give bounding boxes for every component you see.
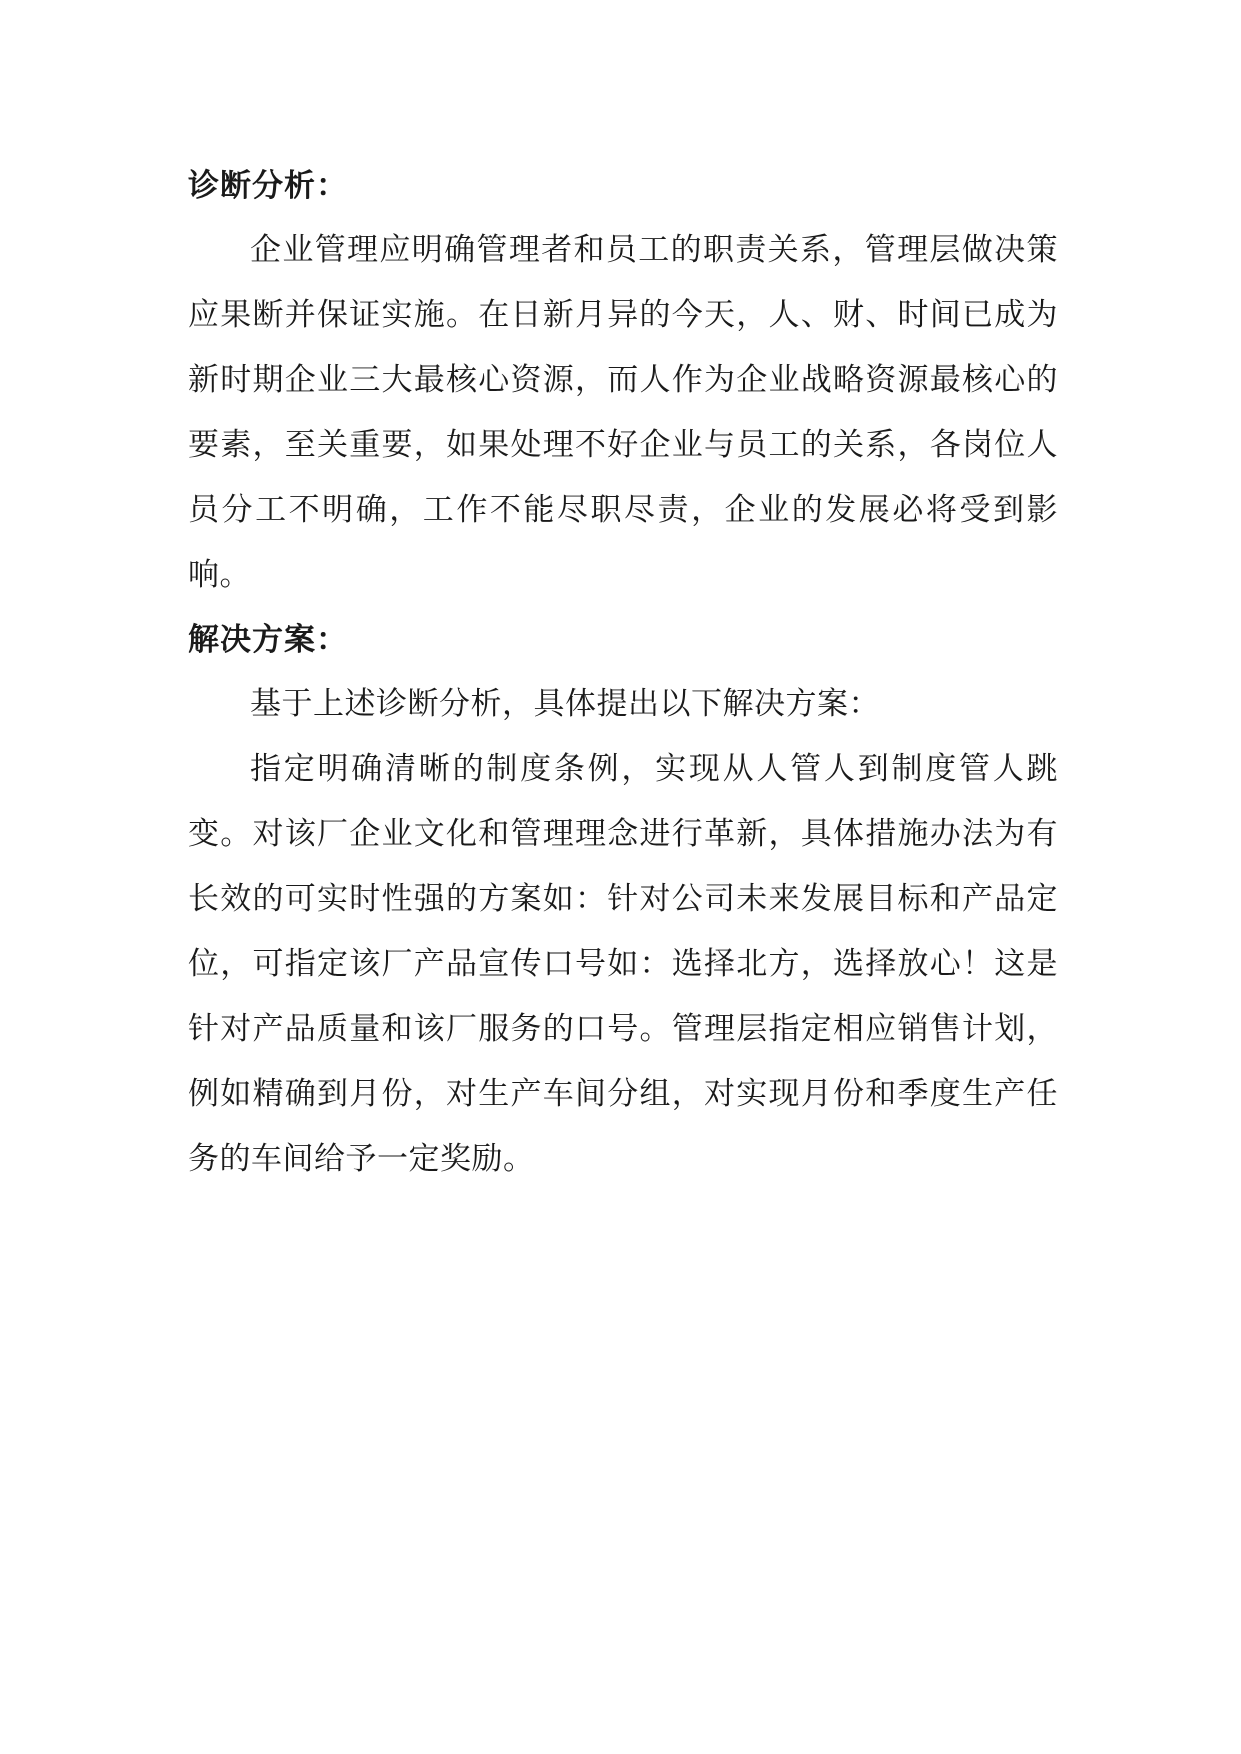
section-heading-solution: 解决方案： (188, 622, 348, 658)
solution-intro-paragraph: 基于上述诊断分析，具体提出以下解决方案： (250, 686, 880, 722)
document-body (188, 154, 1058, 1192)
solution-detail-paragraph: 指定明确清晰的制度条例，实现从人管人到制度管人跳变。对该厂企业文化和管理理念进行革新，具体措施办法为有长效的可实时性强的方案如：针对公司未来发展目标和产品定位，可指定该厂产品宣传口号如：选择北方，选择放心！这是针对产品质量和该厂服务的口号。管理层指定相应销售计划，例如精确到月份，对生产车间分组，对实现月份和季度生产任务的车间给予一定奖励。 (188, 751, 1058, 1177)
section-heading-diagnosis: 诊断分析： (188, 168, 348, 204)
diagnosis-paragraph: 企业管理应明确管理者和员工的职责关系，管理层做决策应果断并保证实施。在日新月异的今天，人、财、时间已成为新时期企业三大最核心资源，而人作为企业战略资源最核心的要素，至关重要，如果处理不好企业与员工的关系，各岗位人员分工不明确，工作不能尽职尽责，企业的发展必将受到影响。 (188, 232, 1058, 593)
